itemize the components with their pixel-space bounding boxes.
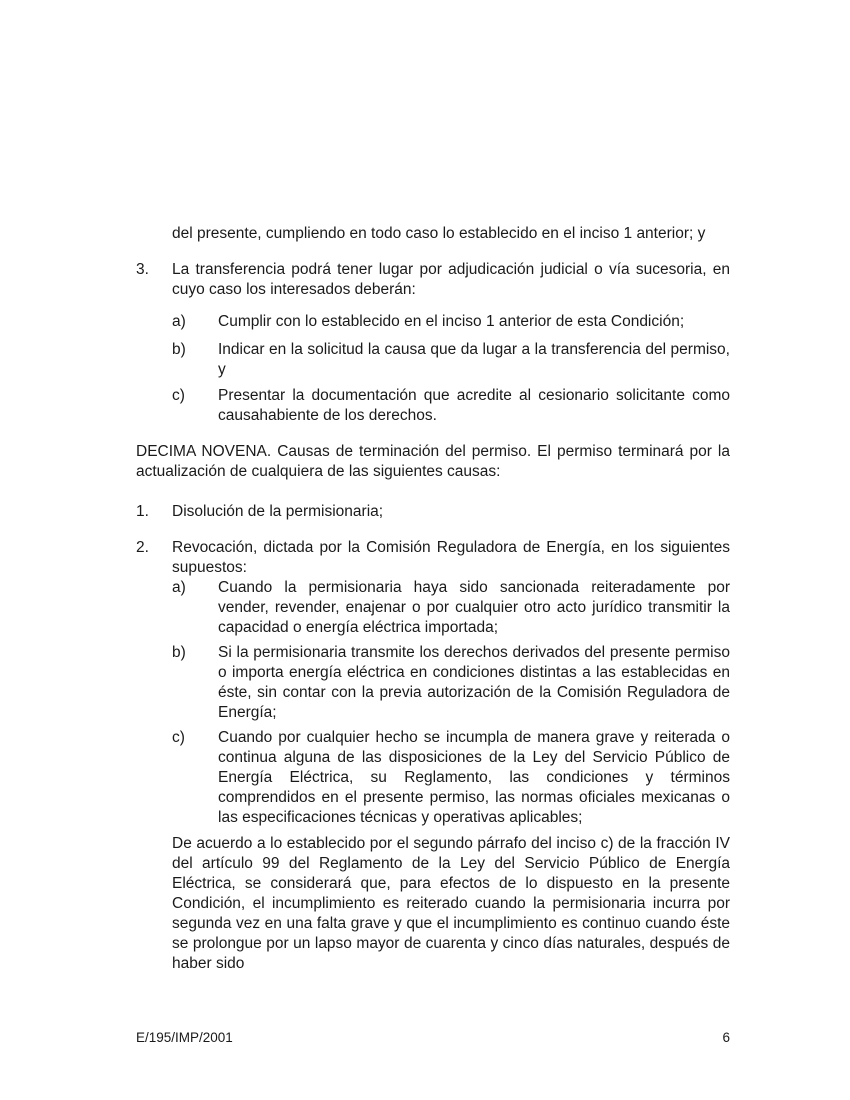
paragraph-text: De acuerdo a lo establecido por el segundo párrafo del inciso c) de la fracción IV del artículo 99 del Reglamento de la Ley del Servicio Público de Energía Eléctrica, se considerará que, para efectos de lo dispuesto en la presente Condición, el incumplimiento es reiterado cuando la permisionaria incurra por segunda vez en una falta grave y que el incumplimiento es continuo cuando éste se prolongue por un lapso mayor de cuarenta y cinco días naturales, después de haber sido xyxy=(172,835,730,972)
item-text: La transferencia podrá tener lugar por adjudicación judicial o vía sucesoria, en cuyo caso los interesados deberán: xyxy=(172,261,730,298)
lettered-list-item xyxy=(136,386,730,426)
item-letter: b) xyxy=(172,644,186,661)
item-text: Si la permisionaria transmite los derechos derivados del presente permiso o importa energía eléctrica en condiciones distintas a las establecidas en éste, sin contar con la previa autorización de la Comisión Reguladora de Energía; xyxy=(218,644,730,721)
page-footer xyxy=(136,1030,730,1046)
item-letter: c) xyxy=(172,729,185,746)
paragraph-text: del presente, cumpliendo en todo caso lo establecido en el inciso 1 anterior; y xyxy=(172,225,706,242)
numbered-list-item xyxy=(136,260,730,300)
item-text: Cumplir con lo establecido en el inciso 1 anterior de esta Condición; xyxy=(218,313,685,330)
item-text: Cuando por cualquier hecho se incumpla de manera grave y reiterada o continua alguna de las disposiciones de la Ley del Servicio Público de Energía Eléctrica, su Reglamento, las condiciones y términos comprendidos en el presente permiso, las normas oficiales mexicanas o las especificaciones técnicas y operativas aplicables; xyxy=(218,729,730,826)
item-number: 3. xyxy=(136,261,149,278)
paragraph xyxy=(136,224,730,244)
document-reference: E/195/IMP/2001 xyxy=(136,1030,233,1045)
lettered-list-item xyxy=(136,643,730,723)
condition-heading: DECIMA NOVENA. xyxy=(136,443,272,460)
lettered-list-item xyxy=(136,312,730,332)
item-number: 2. xyxy=(136,539,149,556)
condition-paragraph xyxy=(136,442,730,482)
item-text: Presentar la documentación que acredite al cesionario solicitante como causahabiente de los derechos. xyxy=(218,387,730,424)
page-number: 6 xyxy=(722,1030,730,1045)
lettered-list-item xyxy=(136,578,730,638)
document-body xyxy=(136,224,730,974)
condition-text: Causas de terminación del permiso. El permiso terminará por la actualización de cualquiera de las siguientes causas: xyxy=(136,443,730,480)
item-letter: a) xyxy=(172,313,186,330)
item-letter: b) xyxy=(172,341,186,358)
item-text: Revocación, dictada por la Comisión Reguladora de Energía, en los siguientes supuestos: xyxy=(172,539,730,576)
item-text: Cuando la permisionaria haya sido sancionada reiteradamente por vender, revender, enajenar o por cualquier otro acto jurídico transmitir la capacidad o energía eléctrica importada; xyxy=(218,579,730,636)
paragraph xyxy=(136,834,730,974)
item-text: Indicar en la solicitud la causa que da lugar a la transferencia del permiso, y xyxy=(218,341,730,378)
numbered-list-item xyxy=(136,538,730,578)
item-number: 1. xyxy=(136,503,149,520)
lettered-list-item xyxy=(136,728,730,828)
item-letter: c) xyxy=(172,387,185,404)
lettered-list-item xyxy=(136,340,730,380)
item-text: Disolución de la permisionaria; xyxy=(172,503,384,520)
numbered-list-item xyxy=(136,502,730,522)
item-letter: a) xyxy=(172,579,186,596)
